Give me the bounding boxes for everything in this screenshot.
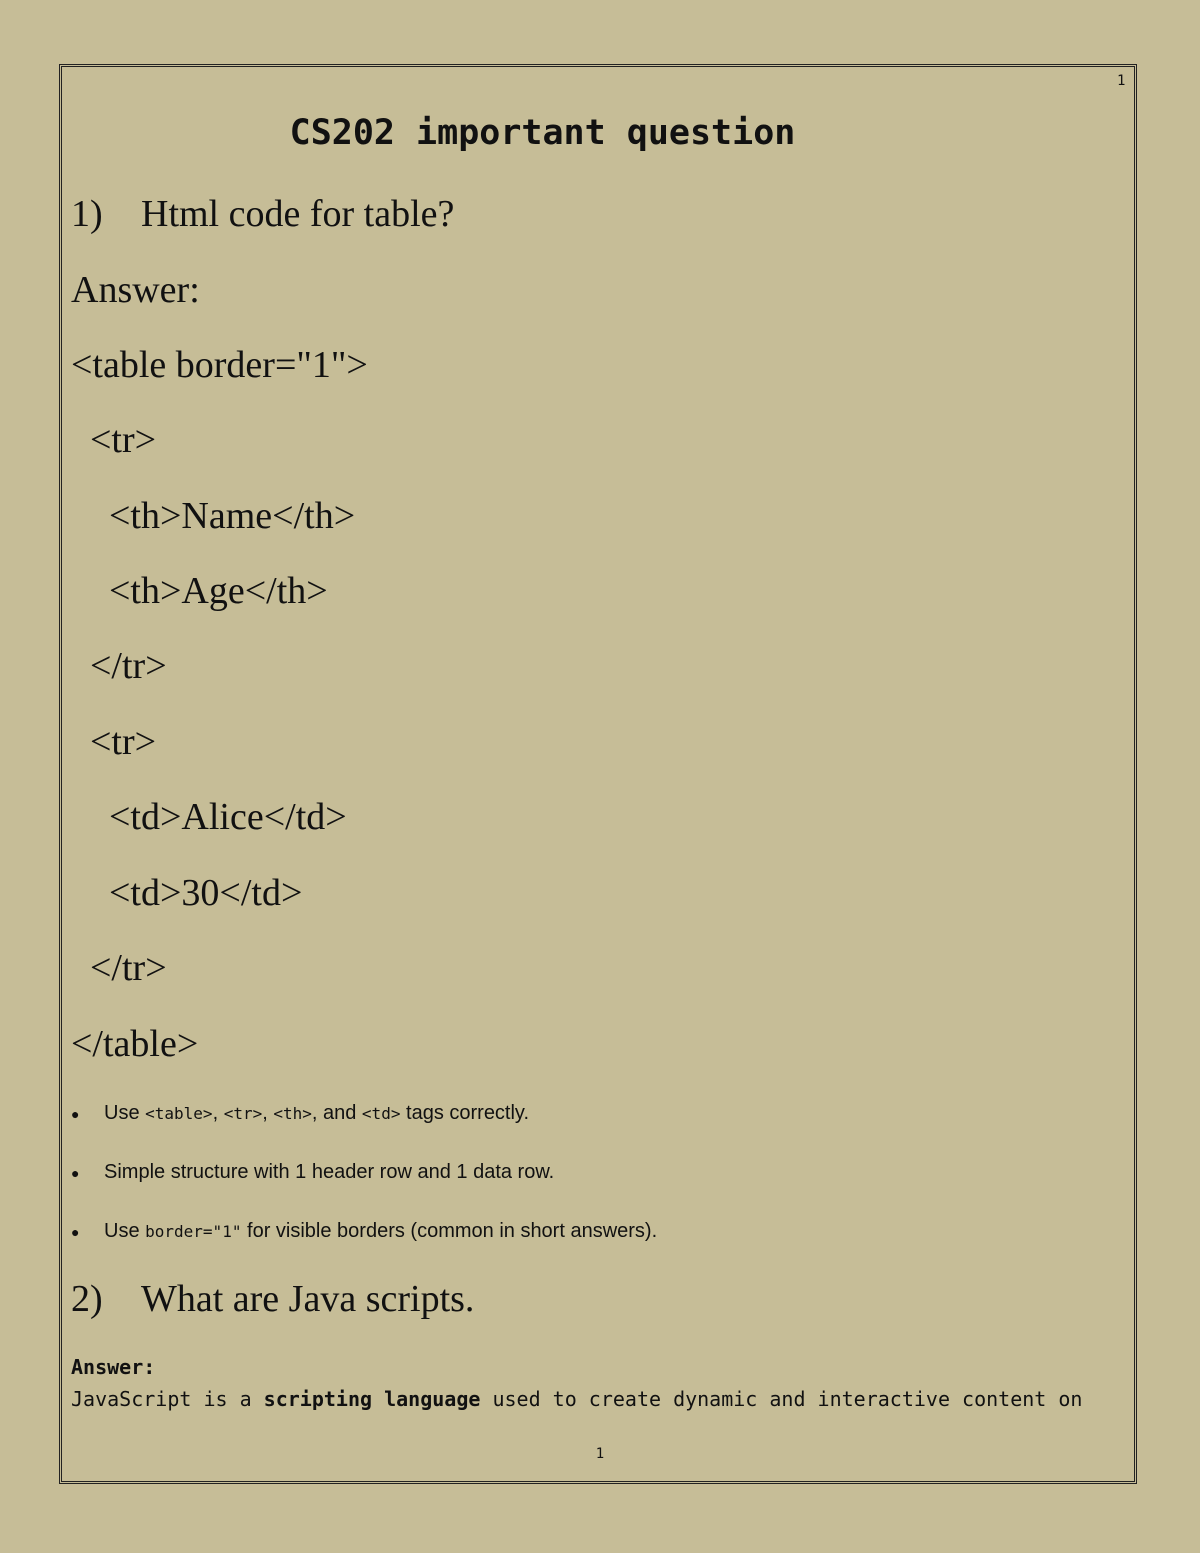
question-1-text: Html code for table? xyxy=(141,193,455,235)
question-2-text: What are Java scripts. xyxy=(141,1278,475,1320)
question-2-number: 2) xyxy=(71,1278,103,1320)
question-2-answer-label: Answer: xyxy=(71,1355,156,1379)
bullet-item: ● Simple structure with 1 header row and 1 data row. xyxy=(71,1158,554,1187)
document-title: CS202 important question xyxy=(289,113,796,153)
code-line: <th>Age</th> xyxy=(71,570,328,612)
code-line: <tr> xyxy=(71,419,157,461)
question-1-heading xyxy=(71,192,454,236)
bullet-item: ● Use border="1" for visible borders (common in short answers). xyxy=(71,1217,657,1246)
bullet-icon: ● xyxy=(71,1164,80,1181)
question-2-answer-paragraph: JavaScript is a scripting language used to create dynamic and interactive content on xyxy=(71,1387,1083,1411)
code-line: <td>30</td> xyxy=(71,872,303,914)
code-line: </tr> xyxy=(71,645,167,687)
page-number-bottom: 1 xyxy=(595,1446,605,1462)
code-line: <tr> xyxy=(71,721,157,763)
bullet-icon: ● xyxy=(71,1223,80,1240)
code-line: <td>Alice</td> xyxy=(71,796,347,838)
code-line: <th>Name</th> xyxy=(71,495,356,537)
bullet-item: ● Use <table>, <tr>, <th>, and <td> tags correctly. xyxy=(71,1099,529,1128)
code-line: </tr> xyxy=(71,947,167,989)
question-1-answer-label: Answer: xyxy=(71,269,200,311)
bullet-icon: ● xyxy=(71,1105,80,1122)
page-number-top: 1 xyxy=(1117,73,1126,89)
page-border xyxy=(59,64,1137,1484)
code-line: </table> xyxy=(71,1023,199,1065)
question-1-number: 1) xyxy=(71,193,103,235)
code-line: <table border="1"> xyxy=(71,344,368,386)
question-2-heading xyxy=(71,1277,474,1321)
